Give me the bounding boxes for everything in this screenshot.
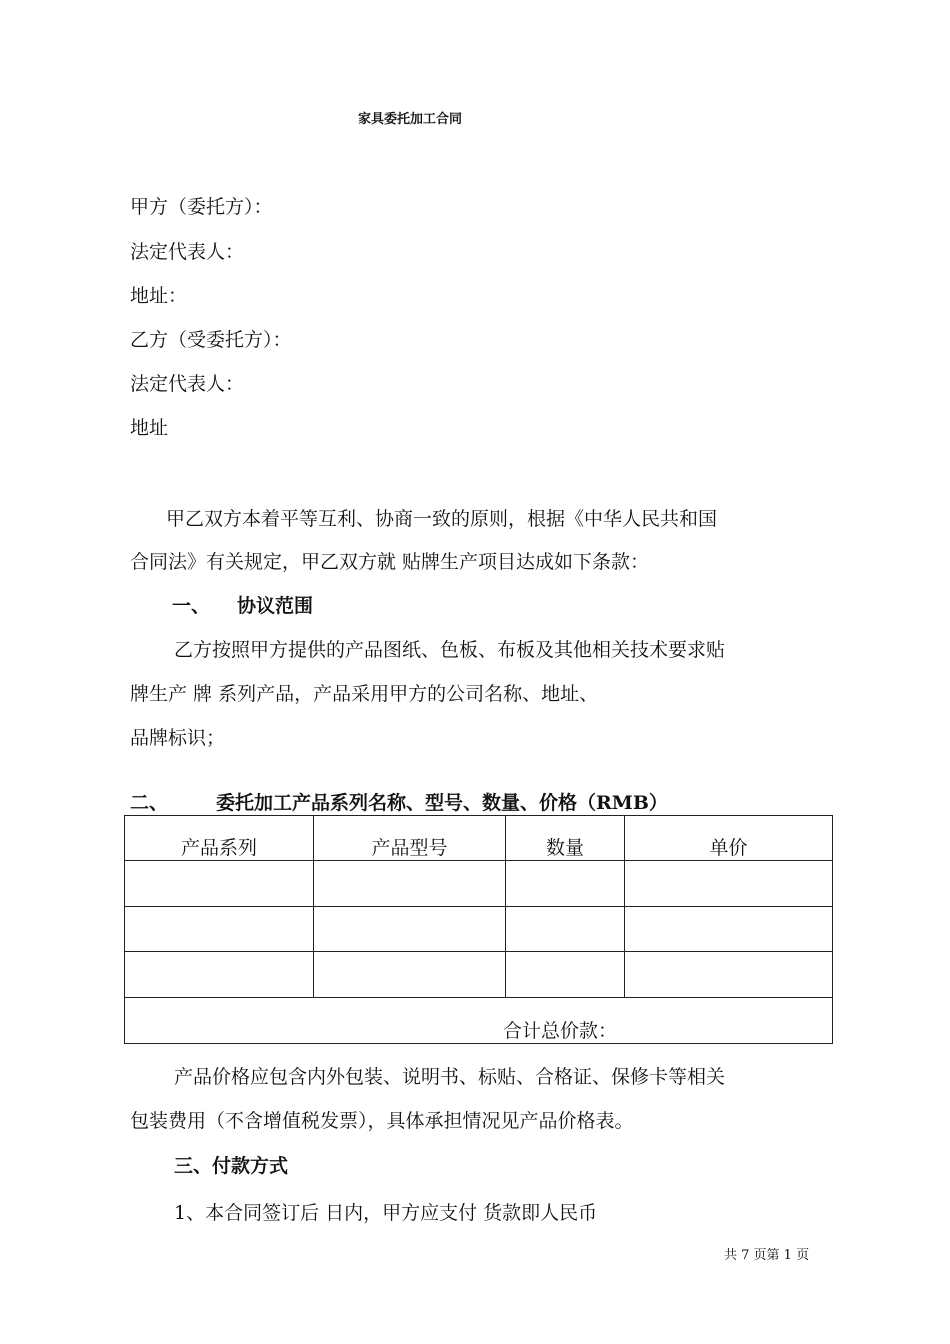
section-2-note-line-1: 产品价格应包含内外包装、说明书、标贴、合格证、保修卡等相关	[174, 1066, 726, 1088]
table-header-cell: 产品系列	[125, 816, 314, 861]
document-title: 家具委托加工合同	[358, 112, 463, 127]
section-3-title: 三、付款方式	[174, 1155, 289, 1177]
intro-paragraph-line-1: 甲乙双方本着平等互利、协商一致的原则，根据《中华人民共和国	[166, 508, 718, 530]
section-2-note-line-2: 包装费用（不含增值税发票），具体承担情况见产品价格表。	[130, 1110, 634, 1132]
party-b-address-label: 地址	[130, 417, 169, 439]
section-3-item-1: 1、本合同签订后 日内，甲方应支付 货款即人民币	[174, 1202, 598, 1224]
table-cell	[125, 952, 314, 997]
table-header-cell: 数量	[506, 816, 625, 861]
section-2-title: 委托加工产品系列名称、型号、数量、价格（RMB）	[216, 792, 668, 814]
table-cell	[125, 861, 314, 906]
intro-paragraph-line-2: 合同法》有关规定，甲乙双方就 贴牌生产项目达成如下条款：	[130, 551, 650, 573]
section-2-number: 二、	[130, 792, 169, 814]
table-cell	[314, 906, 506, 951]
table-cell	[506, 861, 625, 906]
product-table	[124, 815, 833, 1044]
table-cell	[125, 906, 314, 951]
table-header-cell: 单价	[625, 816, 833, 861]
table-row	[125, 906, 833, 951]
party-b-representative-label: 法定代表人：	[130, 373, 245, 395]
table-cell	[314, 861, 506, 906]
table-total-row	[125, 997, 833, 1043]
section-1-text-line-3: 品牌标识；	[130, 727, 226, 749]
table-header-row	[125, 816, 833, 861]
section-1-title: 协议范围	[237, 595, 314, 617]
table-cell	[314, 952, 506, 997]
section-1-number: 一、	[172, 595, 211, 617]
party-a-address-label: 地址：	[130, 285, 188, 307]
party-a-label: 甲方（委托方）：	[130, 196, 273, 218]
table-row	[125, 861, 833, 906]
party-b-label: 乙方（受委托方）：	[130, 329, 292, 351]
table-header-cell: 产品型号	[314, 816, 506, 861]
page-footer: 共 7 页第 1 页	[724, 1248, 810, 1263]
total-price-label: 合计总价款：	[125, 997, 833, 1043]
table-cell	[625, 952, 833, 997]
section-1-text-line-2: 牌生产 牌 系列产品，产品采用甲方的公司名称、地址、	[130, 683, 599, 705]
section-1-text-line-1: 乙方按照甲方提供的产品图纸、色板、布板及其他相关技术要求贴	[174, 639, 726, 661]
table-cell	[506, 952, 625, 997]
table-cell	[625, 861, 833, 906]
table-cell	[625, 906, 833, 951]
party-a-representative-label: 法定代表人：	[130, 241, 245, 263]
table-row	[125, 952, 833, 997]
table-cell	[506, 906, 625, 951]
